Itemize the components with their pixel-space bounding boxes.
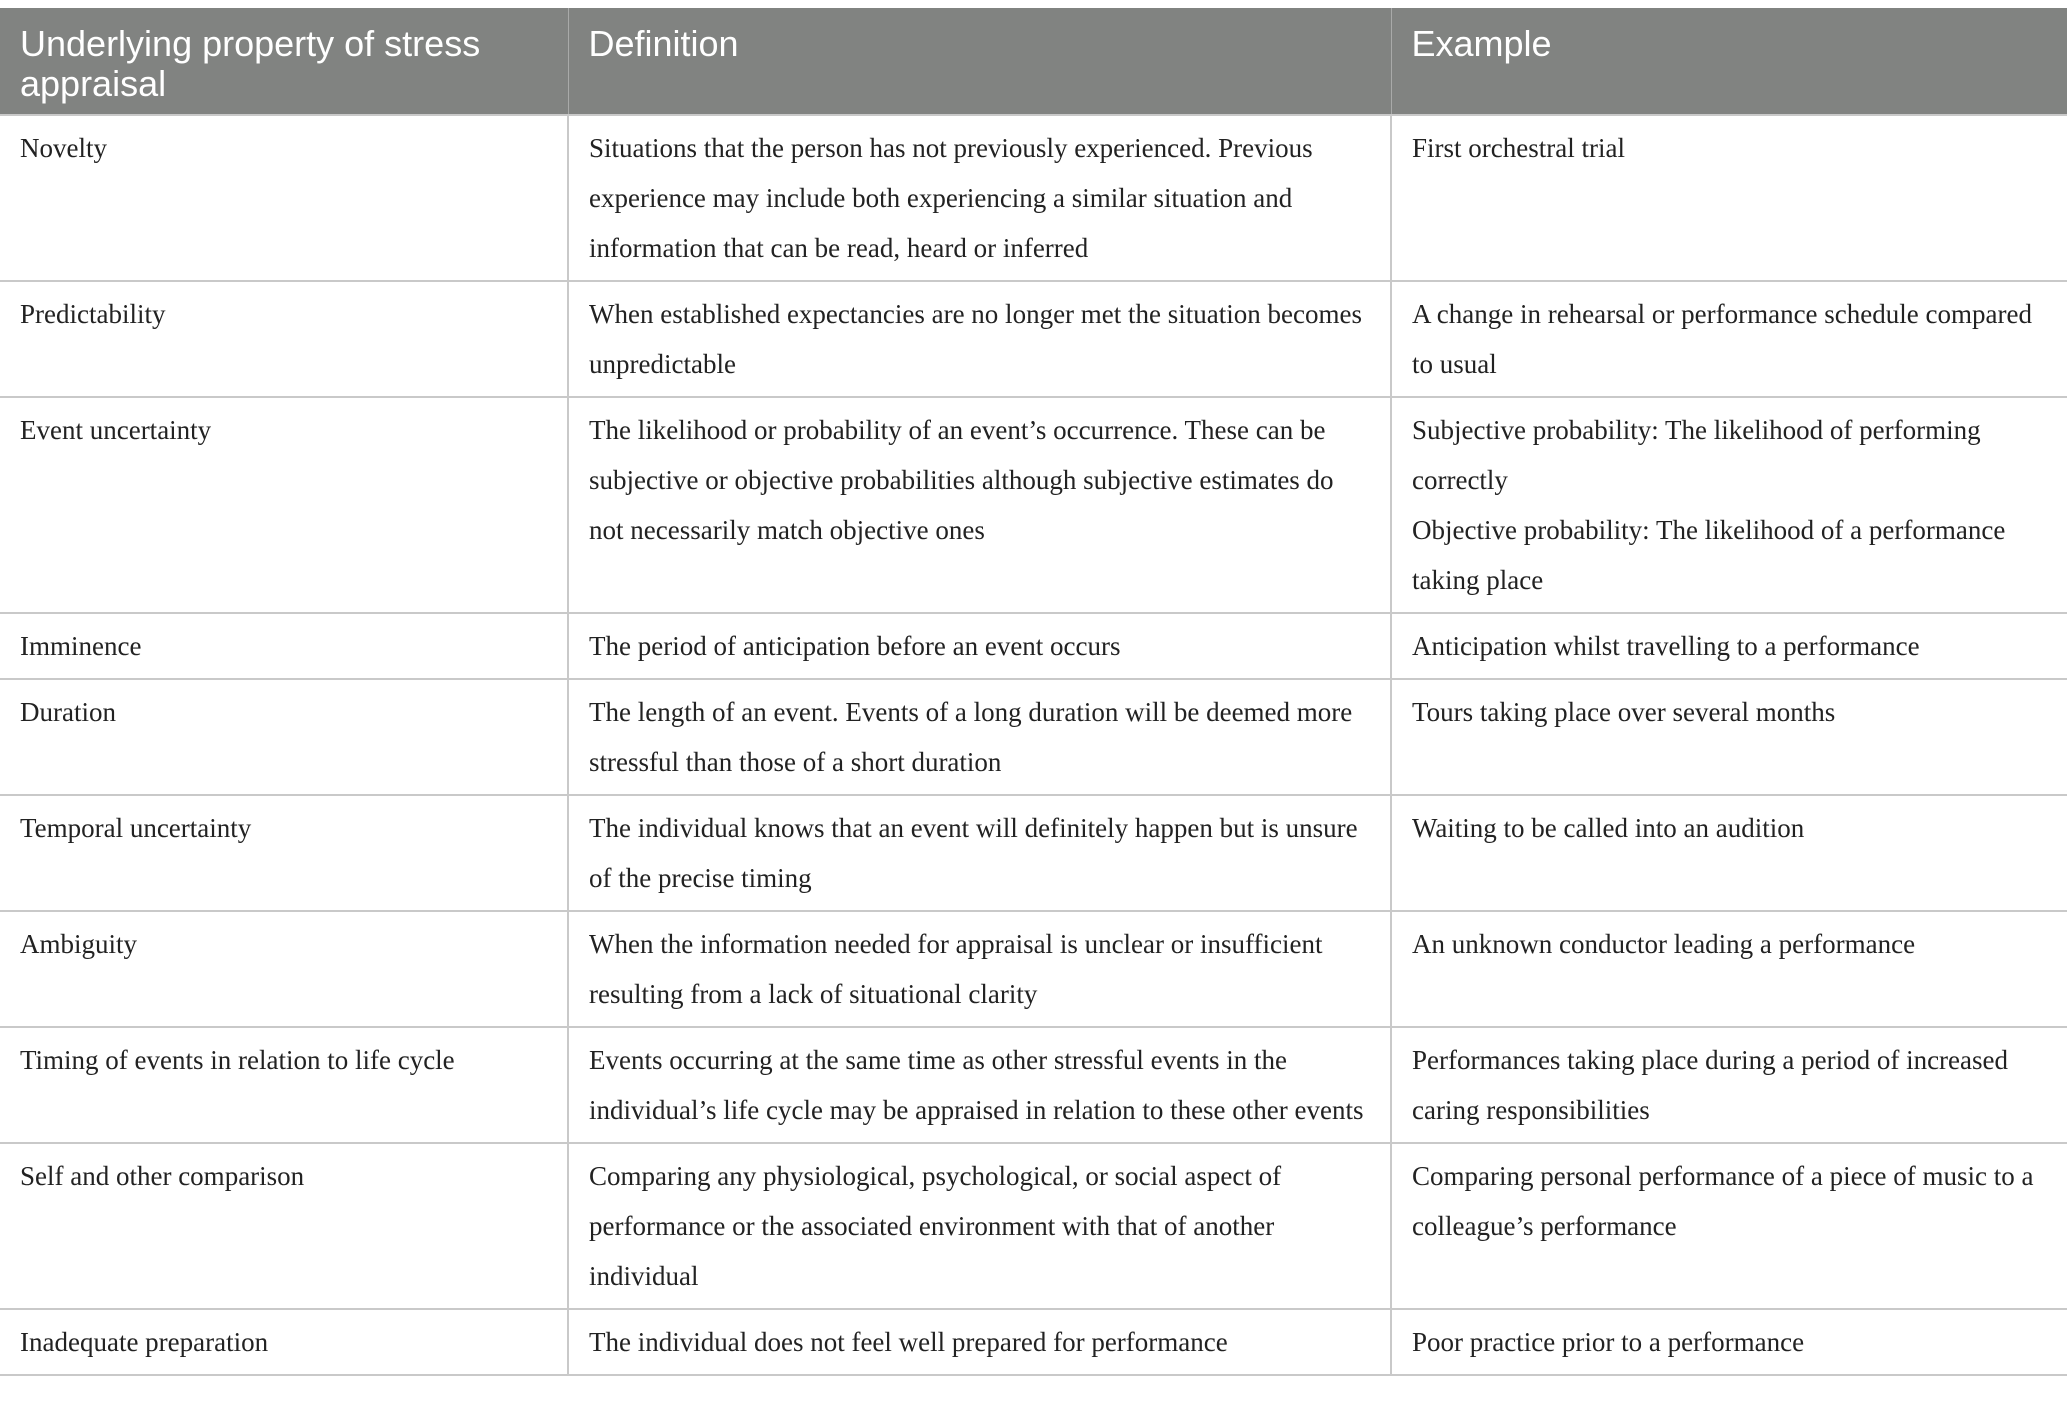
cell-definition: Situations that the person has not previously experienced. Previous experience may include both experiencing a similar situation and information that can be read, heard or inferred <box>568 115 1391 281</box>
cell-definition: The length of an event. Events of a long duration will be deemed more stressful than those of a short duration <box>568 679 1391 795</box>
cell-example <box>1391 795 2067 911</box>
header-property: Underlying property of stress appraisal <box>0 8 568 115</box>
table-row <box>0 679 2067 795</box>
cell-property: Self and other comparison <box>0 1143 568 1309</box>
table-row <box>0 281 2067 397</box>
table-row <box>0 115 2067 281</box>
cell-example <box>1391 397 2067 613</box>
cell-property: Ambiguity <box>0 911 568 1027</box>
cell-property: Temporal uncertainty <box>0 795 568 911</box>
table-row <box>0 911 2067 1027</box>
table-row <box>0 1309 2067 1375</box>
cell-property: Inadequate preparation <box>0 1309 568 1375</box>
cell-example <box>1391 281 2067 397</box>
example-line: Comparing personal performance of a piece of music to a colleague’s performance <box>1412 1161 2034 1241</box>
example-line: A change in rehearsal or performance schedule compared to usual <box>1412 299 2032 379</box>
cell-definition: The individual does not feel well prepared for performance <box>568 1309 1391 1375</box>
cell-example <box>1391 613 2067 679</box>
table-row <box>0 397 2067 613</box>
cell-definition: The period of anticipation before an event occurs <box>568 613 1391 679</box>
header-definition: Definition <box>568 8 1391 115</box>
cell-example <box>1391 679 2067 795</box>
example-line: Tours taking place over several months <box>1412 697 1836 727</box>
cell-property: Event uncertainty <box>0 397 568 613</box>
cell-definition: Comparing any physiological, psychological, or social aspect of performance or the associated environment with that of another individual <box>568 1143 1391 1309</box>
example-line: Anticipation whilst travelling to a performance <box>1412 631 1920 661</box>
table-row <box>0 1027 2067 1143</box>
cell-example <box>1391 1027 2067 1143</box>
cell-property: Imminence <box>0 613 568 679</box>
cell-definition: The individual knows that an event will definitely happen but is unsure of the precise timing <box>568 795 1391 911</box>
stress-appraisal-table-container <box>0 8 2067 1376</box>
table-header <box>0 8 2067 115</box>
example-line: Waiting to be called into an audition <box>1412 813 1805 843</box>
cell-definition: The likelihood or probability of an event’s occurrence. These can be subjective or objective probabilities although subjective estimates do not necessarily match objective ones <box>568 397 1391 613</box>
example-line: Subjective probability: The likelihood of performing correctly <box>1412 415 1981 495</box>
cell-example <box>1391 1143 2067 1309</box>
example-line: Poor practice prior to a performance <box>1412 1327 1805 1357</box>
cell-definition: When established expectancies are no longer met the situation becomes unpredictable <box>568 281 1391 397</box>
cell-example <box>1391 1309 2067 1375</box>
cell-example <box>1391 115 2067 281</box>
table-row <box>0 795 2067 911</box>
example-line: Performances taking place during a period of increased caring responsibilities <box>1412 1045 2009 1125</box>
cell-property: Duration <box>0 679 568 795</box>
cell-definition: Events occurring at the same time as other stressful events in the individual’s life cycle may be appraised in relation to these other events <box>568 1027 1391 1143</box>
table-body <box>0 115 2067 1375</box>
cell-property: Timing of events in relation to life cycle <box>0 1027 568 1143</box>
header-example: Example <box>1391 8 2067 115</box>
cell-definition: When the information needed for appraisal is unclear or insufficient resulting from a lack of situational clarity <box>568 911 1391 1027</box>
header-row <box>0 8 2067 115</box>
stress-appraisal-table <box>0 8 2067 1376</box>
table-row <box>0 613 2067 679</box>
cell-property: Novelty <box>0 115 568 281</box>
example-line: Objective probability: The likelihood of a performance taking place <box>1412 515 2006 595</box>
example-line: First orchestral trial <box>1412 133 1625 163</box>
table-row <box>0 1143 2067 1309</box>
cell-example <box>1391 911 2067 1027</box>
example-line: An unknown conductor leading a performance <box>1412 929 1916 959</box>
cell-property: Predictability <box>0 281 568 397</box>
